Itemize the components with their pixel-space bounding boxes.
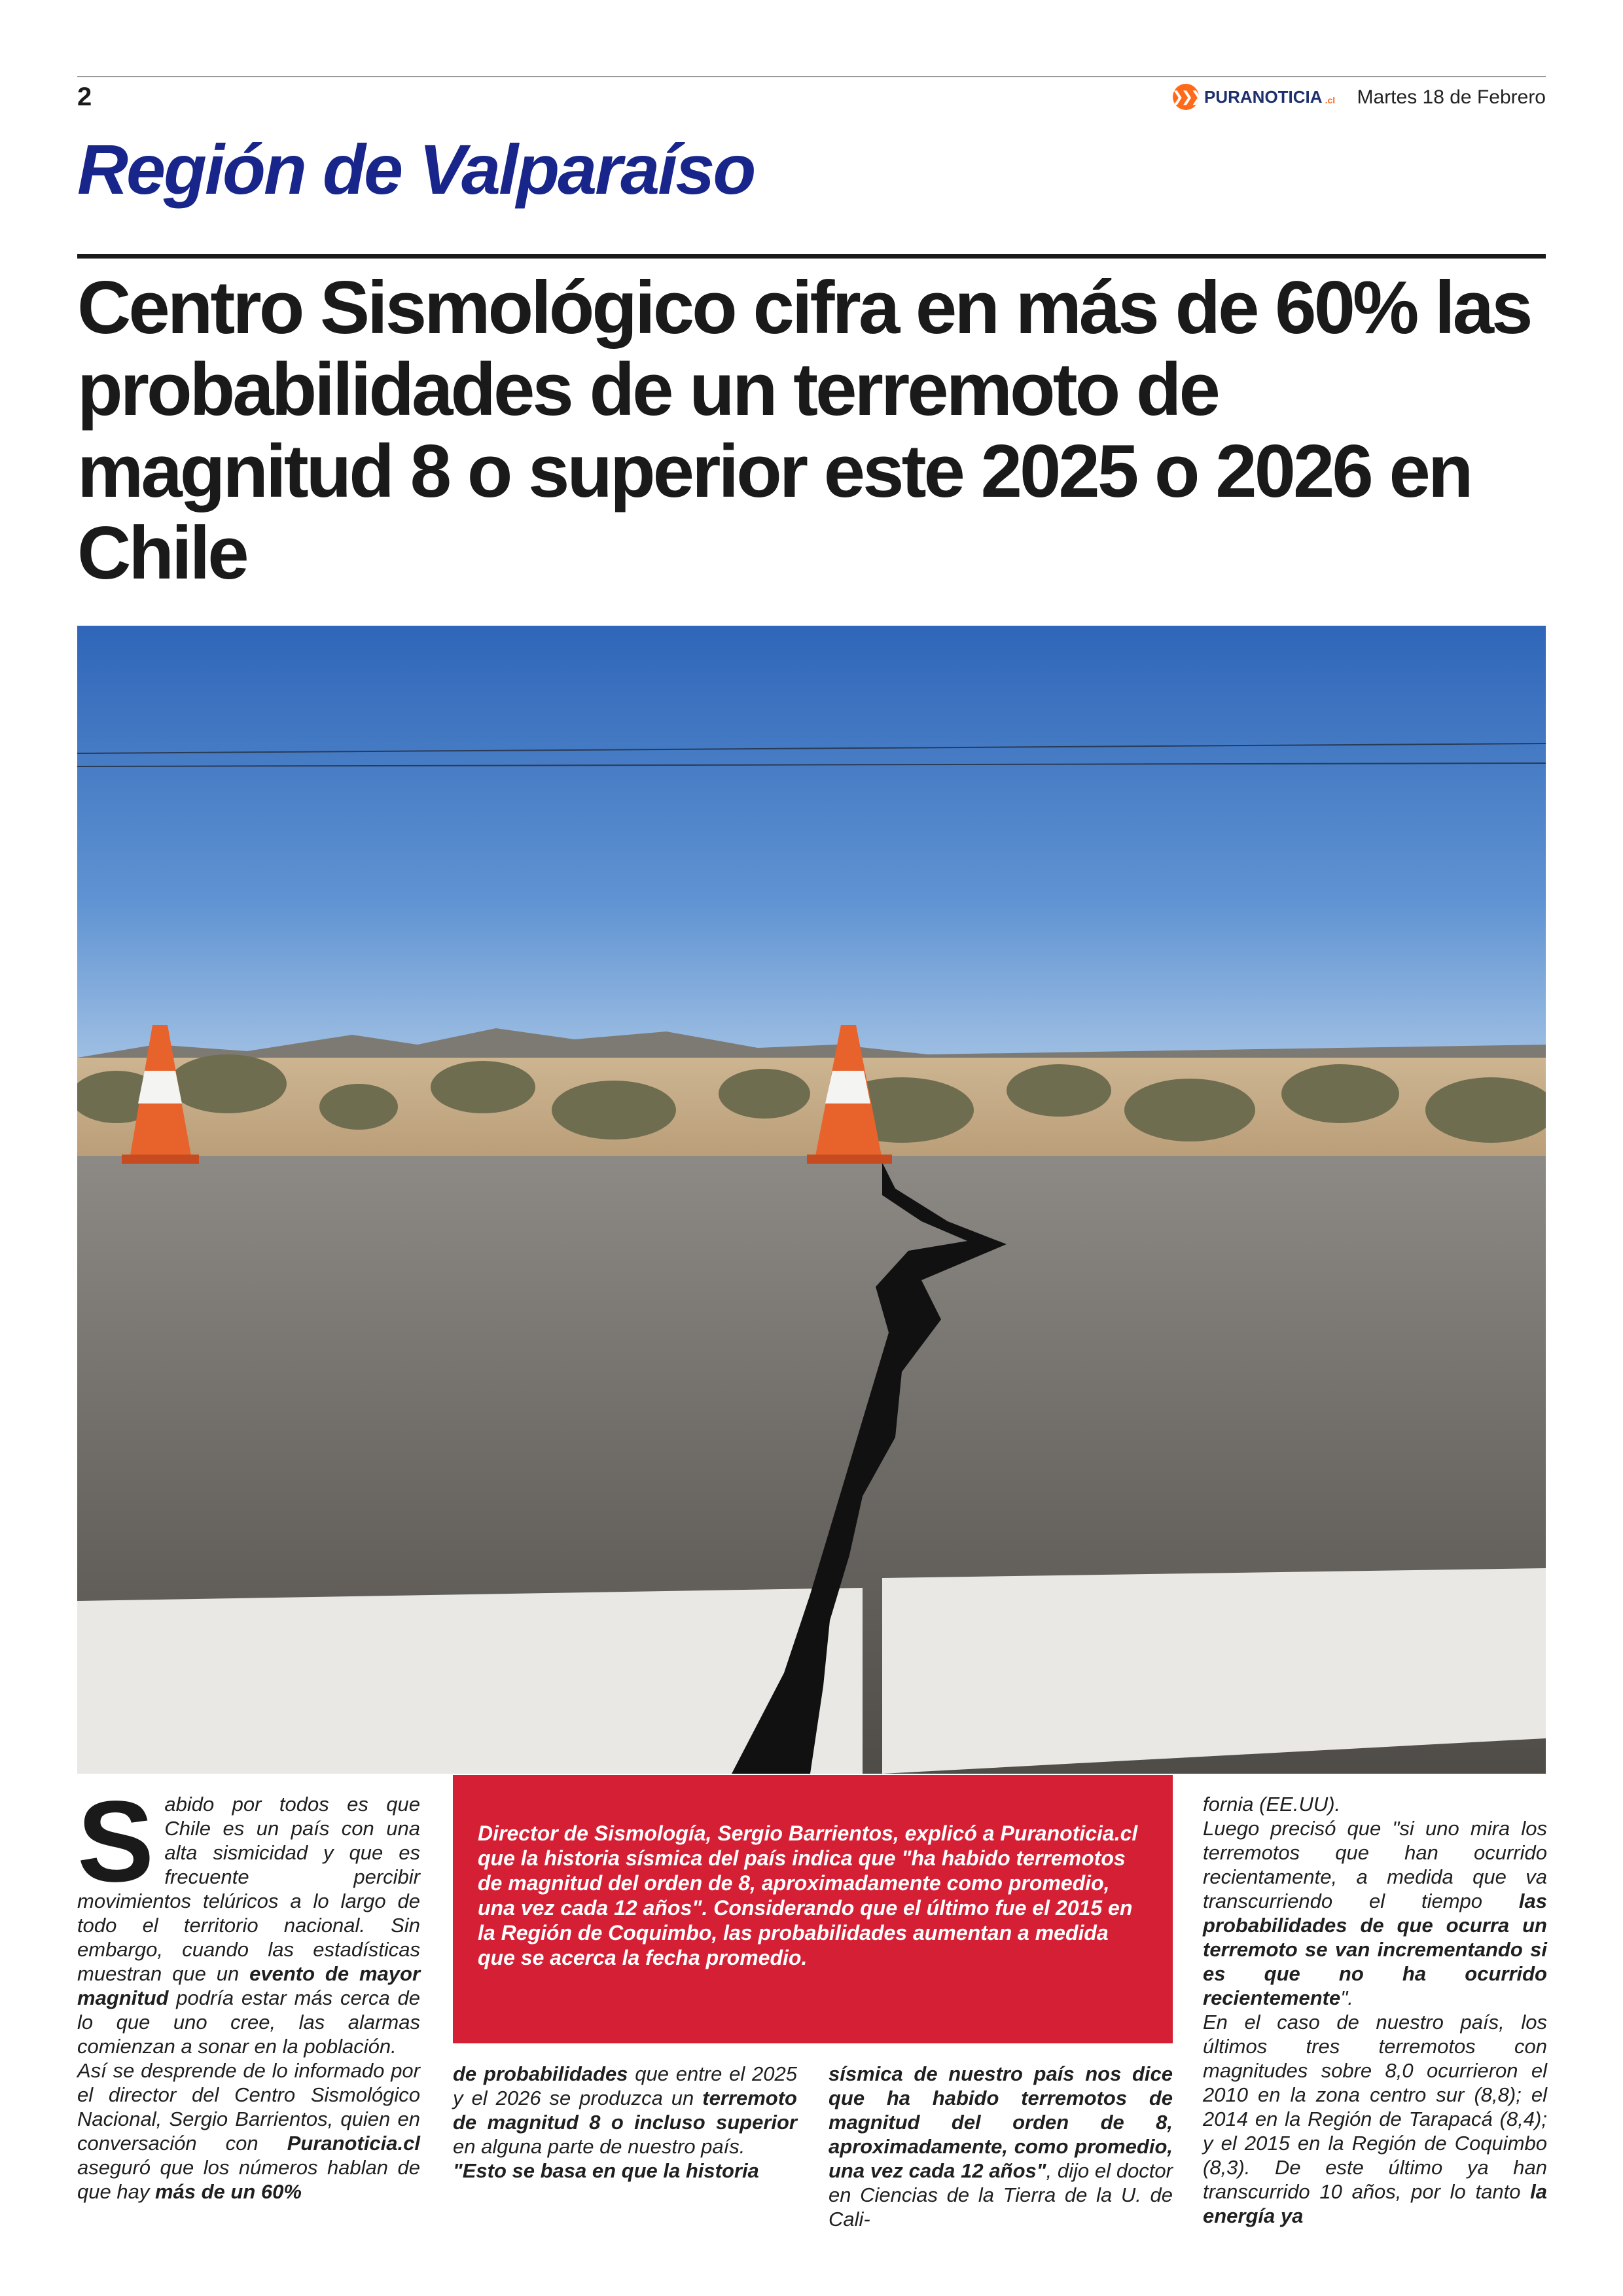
highlight-text: Director de Sismología, Sergio Barrientos, explicó a Puranoticia.cl que la historia sísmica del país indica que "ha habido terremotos de magnitud del orden de 8, aproximadamente como promedio, una vez cada 12 años". Considerando que el último fue el 2015 en la Región de Coquimbo, las probabilidades aumentan a medida que se acerca la fecha promedio.	[478, 1821, 1138, 1969]
col4-bold: la energía ya	[1203, 2180, 1547, 2227]
col2-bold: de probabilidades	[453, 2062, 628, 2085]
top-rule	[77, 76, 1546, 77]
col2-bold: terremoto de magnitud 8 o incluso superior	[453, 2087, 797, 2134]
section-title: Región de Valparaíso	[77, 130, 755, 209]
col2-text: en alguna parte de nuestro país.	[453, 2135, 745, 2158]
col4-text: Luego precisó que "si uno mira los terremotos que han ocurrido recientamente, a medida que va transcurriendo el tiempo	[1203, 1817, 1547, 1912]
col1-bold: Puranoticia.cl	[287, 2132, 420, 2155]
brand-logo	[1173, 84, 1335, 110]
article-column-2	[453, 2062, 797, 2183]
issue-date: Martes 18 de Febrero	[1357, 86, 1546, 108]
section-rule	[77, 254, 1546, 259]
col1-bold: evento de mayor magnitud	[77, 1962, 421, 2009]
page-number: 2	[77, 82, 92, 111]
col3-bold: sísmica de nuestro país nos dice que ha habido terremotos de magnitud del orden de 8, aproximadamente, como promedio, una vez cada 12 años"	[829, 2062, 1173, 2182]
col1-bold: más de un 60%	[154, 2180, 302, 2203]
col3-text: , dijo el doctor en Ciencias de la Tierra de la U. de Cali-	[829, 2159, 1173, 2231]
col4-text: ".	[1340, 1986, 1353, 2009]
headline: Centro Sismológico cifra en más de 60% las probabilidades de un terremoto de magnitud 8 o superior este 2025 o 2026 en Chile	[77, 266, 1531, 595]
drop-cap: S	[77, 1778, 154, 1906]
col2-bold: "Esto se basa en que la historia	[453, 2159, 759, 2182]
col1-text: aseguró que los números hablan de que hay	[77, 2156, 420, 2203]
highlight-box	[453, 1775, 1173, 2043]
chevrons-icon: ❯❯❯	[1173, 84, 1199, 110]
col4-text: fornia (EE.UU).	[1203, 1793, 1341, 1816]
road-crack-photo	[77, 626, 1546, 1774]
col2-text: que entre el 2025 y el 2026 se produzca un	[453, 2062, 797, 2109]
article-column-4	[1203, 1792, 1547, 2228]
col4-text: En el caso de nuestro país, los últimos tres terremotos con magnitudes sobre 8,0 ocurrieron el 2010 en la zona centro sur (8,8); el 2014 en la Región de Tarapacá (8,4); y el 2015 en la Región de Coquimbo (8,3). De este último ya han transcurrido 10 años, por lo tanto	[1203, 2011, 1547, 2203]
brand-name: PURANOTICIA	[1204, 86, 1323, 107]
article-column-3	[829, 2062, 1173, 2231]
col4-bold: las probabilidades de que ocurra un terremoto se van incrementando si es que no ha ocurrido recientemente	[1203, 1890, 1547, 2009]
brand-tld: .cl	[1325, 95, 1336, 105]
article-column-1	[77, 1778, 421, 2204]
col1-text: podría estar más cerca de lo que uno cree, las alarmas comienzan a sonar en la población.	[77, 1986, 420, 2058]
col1-text: Así se desprende de lo informado por el director del Centro Sismológico Nacional, Sergio Barrientos, quien en conversación con	[77, 2059, 420, 2155]
col1-text: abido por todos es que Chile es un país con una alta sismicidad y que es frecuente percibir movimientos telúricos a lo largo de todo el territorio nacional. Sin embargo, cuando las estadísticas muestran que un	[77, 1793, 420, 1985]
